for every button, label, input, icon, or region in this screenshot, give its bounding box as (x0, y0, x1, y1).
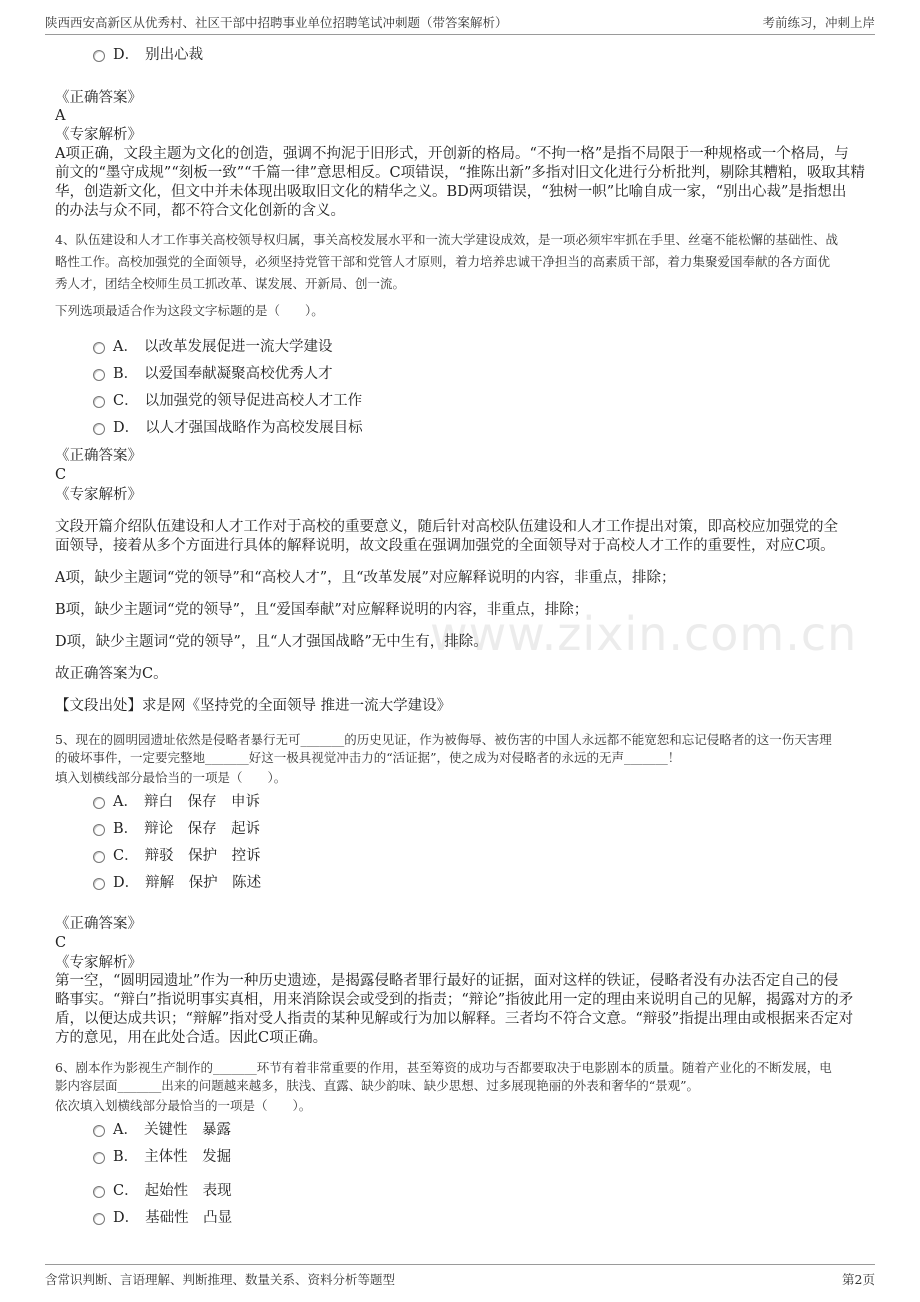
watermark: www.zixin.com.cn (430, 607, 858, 661)
radio-icon[interactable] (93, 423, 105, 435)
q4-stem: 4、队伍建设和人才工作事关高校领导权归属，事关高校发展水平和一流大学建设成效，是一项必须牢牢抓在手里、丝毫不能松懈的基础性、战 略性工作。高校加强党的全面领导，必须坚持党管干部和党管人才原则，着力培养忠诚干净担当的高素质干部，着力集聚爱国奉献的各方面优 秀人才，团结全校师生员工抓改革、谋发展、开新局、创一流。 (55, 232, 838, 291)
answer-label: 《正确答案》 (55, 448, 142, 464)
page-footer (45, 1264, 875, 1289)
radio-icon[interactable] (93, 878, 105, 890)
answer-value: A (55, 108, 66, 124)
q6-stem: 6、剧本作为影视生产制作的_______环节有着非常重要的作用，甚至筹资的成功与否都要取决于电影剧本的质量。随着产业化的不断发展，电 影内容层面_______出来的问题越来越多，肤浅、直露、缺少韵味、缺少思想、过多展现艳丽的外表和奢华的“景观”。 (55, 1060, 832, 1093)
radio-icon[interactable] (93, 1186, 105, 1198)
q6-option-c[interactable]: C． 起始性 表现 (93, 1182, 232, 1200)
q5-stem: 5、现在的圆明园遗址依然是侵略者暴行无可_______的历史见证，作为被侮辱、被伤害的中国人永远都不能宽恕和忘记侵略者的这一伤天害理 的破坏事件，一定要完整地_______好这一极具视觉冲击力的“活证据”，使之成为对侵略者的永远的无声_______！ (55, 732, 832, 765)
radio-icon[interactable] (93, 396, 105, 408)
answer-label: 《正确答案》 (55, 90, 142, 106)
analysis-label: 《专家解析》 (55, 127, 142, 143)
answer-label: 《正确答案》 (55, 916, 142, 932)
radio-icon[interactable] (93, 369, 105, 381)
q4-option-b[interactable]: B． 以爱国奉献凝聚高校优秀人才 (93, 365, 333, 383)
q4-option-d[interactable]: D． 以人才强国战略作为高校发展目标 (93, 419, 363, 437)
radio-icon[interactable] (93, 50, 105, 62)
radio-icon[interactable] (93, 1152, 105, 1164)
q3-option-d[interactable]: D． 别出心裁 (93, 46, 203, 64)
radio-icon[interactable] (93, 824, 105, 836)
q5-question: 填入划横线部分最恰当的一项是（ ）。 (55, 770, 287, 785)
answer-value: C (55, 935, 67, 951)
q5-option-d[interactable]: D． 辩解 保护 陈述 (93, 874, 261, 892)
q6-option-d[interactable]: D． 基础性 凸显 (93, 1209, 232, 1227)
radio-icon[interactable] (93, 1125, 105, 1137)
q4-conclusion: 故正确答案为C。 (55, 666, 168, 682)
q4-note-b: B项，缺少主题词“党的领导”，且“爱国奉献”对应解释说明的内容，非重点，排除； (55, 602, 589, 618)
q5-option-b[interactable]: B． 辩论 保存 起诉 (93, 820, 260, 838)
page-number: 第2页 (842, 1272, 875, 1287)
q3-analysis: A项正确，文段主题为文化的创造，强调不拘泥于旧形式，开创新的格局。“不拘一格”是指不局限于一种规格或一个格局，与 前文的“墨守成规”“刻板一致”“千篇一律”意思相反。C项错误，“推陈出新”多指对旧文化进行分析批判，剔除其糟粕，吸取其精 华，创造新文化，但文中并未体现出吸取旧文化的精华之义。BD两项错误，“独树一帜”比喻自成一家，“别出心裁”是指想出 的办法与众不同，都不符合文化创新的含义。 (55, 146, 865, 219)
q6-question: 依次填入划横线部分最恰当的一项是（ ）。 (55, 1098, 312, 1113)
q4-option-a[interactable]: A． 以改革发展促进一流大学建设 (93, 338, 332, 356)
analysis-label: 《专家解析》 (55, 955, 142, 971)
analysis-label: 《专家解析》 (55, 487, 142, 503)
q5-option-a[interactable]: A． 辩白 保存 申诉 (93, 793, 260, 811)
footer-note: 含常识判断、言语理解、判断推理、数量关系、资料分析等题型 (45, 1272, 396, 1287)
q4-option-c[interactable]: C． 以加强党的领导促进高校人才工作 (93, 392, 362, 410)
answer-value: C (55, 467, 67, 483)
radio-icon[interactable] (93, 1213, 105, 1225)
radio-icon[interactable] (93, 797, 105, 809)
page-header (45, 12, 875, 35)
q6-option-b[interactable]: B． 主体性 发掘 (93, 1148, 231, 1166)
q6-option-a[interactable]: A． 关键性 暴露 (93, 1121, 231, 1139)
radio-icon[interactable] (93, 342, 105, 354)
q4-note-a: A项，缺少主题词“党的领导”和“高校人才”，且“改革发展”对应解释说明的内容，非重点，排除； (55, 570, 676, 586)
q5-option-c[interactable]: C． 辩驳 保护 控诉 (93, 847, 261, 865)
header-title: 陕西西安高新区从优秀村、社区干部中招聘事业单位招聘笔试冲刺题（带答案解析） (45, 15, 508, 30)
header-slogan: 考前练习，冲刺上岸 (762, 15, 875, 30)
q4-source: 【文段出处】求是网《坚持党的全面领导 推进一流大学建设》 (55, 698, 452, 714)
q4-note-d: D项，缺少主题词“党的领导”，且“人才强国战略”无中生有，排除。 (55, 634, 488, 650)
radio-icon[interactable] (93, 851, 105, 863)
q4-question: 下列选项最适合作为这段文字标题的是（ ）。 (55, 303, 324, 318)
q4-analysis: 文段开篇介绍队伍建设和人才工作对于高校的重要意义，随后针对高校队伍建设和人才工作提出对策，即高校应加强党的全 面领导，接着从多个方面进行具体的解释说明，故文段重在强调加强党的全面领导对于高校人才工作的重要性，对应C项。 (55, 519, 838, 554)
q5-analysis: 第一空，“圆明园遗址”作为一种历史遗迹，是揭露侵略者罪行最好的证据，面对这样的铁证，侵略者没有办法否定自己的侵 略事实。“辩白”指说明事实真相，用来消除误会或受到的指责；“辩论”指彼此用一定的理由来说明自己的见解，揭露对方的矛 盾，以便达成共识；“辩解”指对受人指责的某种见解或行为加以解释。三者均不符合文意。“辩驳”指提出理由或根据来否定对 方的意见，用在此处合适。因此C项正确。 (55, 973, 854, 1046)
